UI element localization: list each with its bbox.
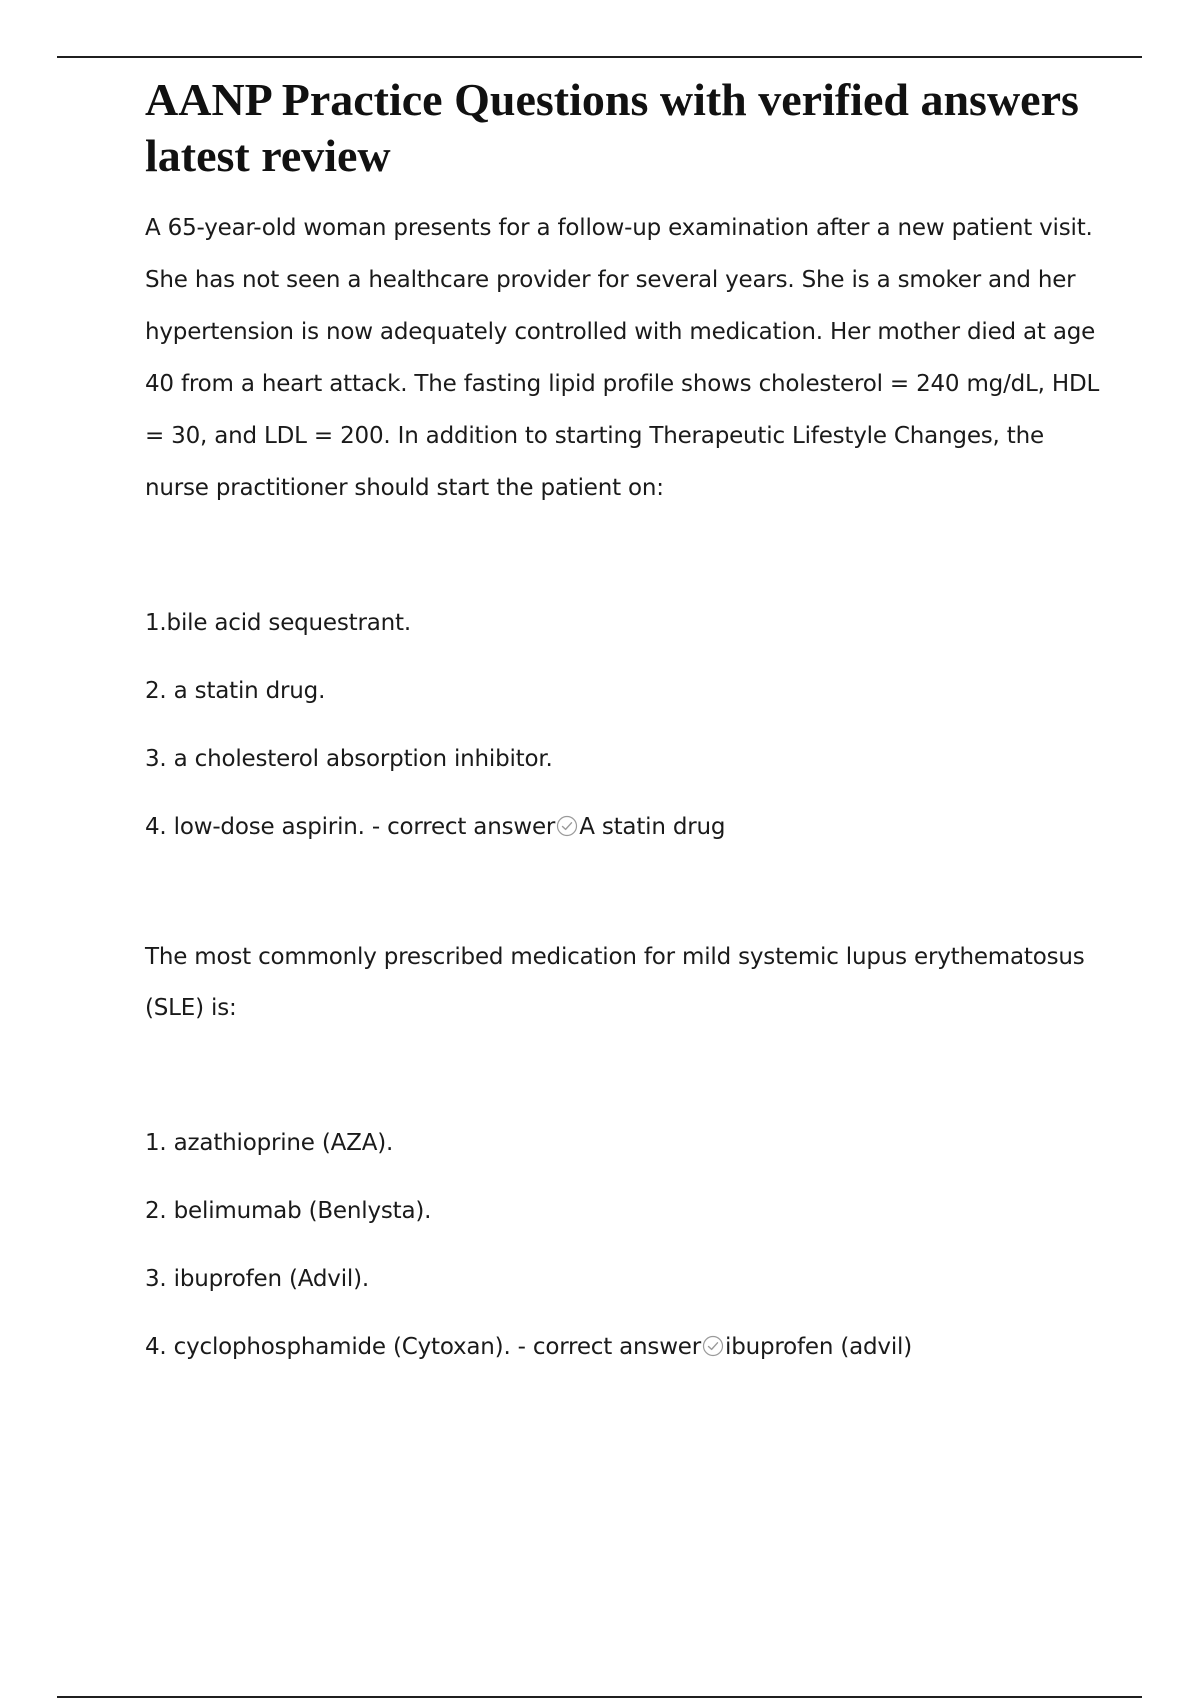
question-1-answer: A statin drug bbox=[579, 814, 726, 840]
question-1-options bbox=[145, 606, 1105, 844]
document-page bbox=[145, 72, 1105, 1398]
question-1-option-1: 1.bile acid sequestrant. bbox=[145, 610, 411, 636]
bottom-rule bbox=[57, 1696, 1142, 1698]
question-2-options bbox=[145, 1126, 1105, 1364]
question-2-answer: ibuprofen (advil) bbox=[725, 1334, 912, 1360]
question-1-option-3: 3. a cholesterol absorption inhibitor. bbox=[145, 746, 553, 772]
question-1-option-2: 2. a statin drug. bbox=[145, 678, 326, 704]
question-1-option-4-with-answer bbox=[145, 810, 1105, 844]
question-2-option-4: 4. cyclophosphamide (Cytoxan). - correct answer bbox=[145, 1334, 702, 1360]
question-2-stem: The most commonly prescribed medication for mild systemic lupus erythematosus (SLE) is: bbox=[145, 944, 1085, 1021]
question-2-option-3: 3. ibuprofen (Advil). bbox=[145, 1266, 369, 1292]
question-2-option-2: 2. belimumab (Benlysta). bbox=[145, 1198, 432, 1224]
question-2-option-1: 1. azathioprine (AZA). bbox=[145, 1130, 394, 1156]
check-circle-icon bbox=[702, 1335, 724, 1357]
check-circle-icon bbox=[556, 815, 578, 837]
question-2-option-4-with-answer bbox=[145, 1330, 1105, 1364]
top-rule bbox=[57, 56, 1142, 58]
question-1-option-4: 4. low-dose aspirin. - correct answer bbox=[145, 814, 556, 840]
question-1-stem: A 65-year-old woman presents for a follow-up examination after a new patient visit. She has not seen a healthcare provider for several years. She is a smoker and her hypertension is now adequately controlled with medication. Her mother died at age 40 from a heart attack. The fasting lipid profile shows cholesterol = 240 mg/dL, HDL = 30, and LDL = 200. In addition to starting Therapeutic Lifestyle Changes, the nurse practitioner should start the patient on: bbox=[145, 215, 1100, 501]
document-title: AANP Practice Questions with verified answers latest review bbox=[145, 74, 1079, 181]
